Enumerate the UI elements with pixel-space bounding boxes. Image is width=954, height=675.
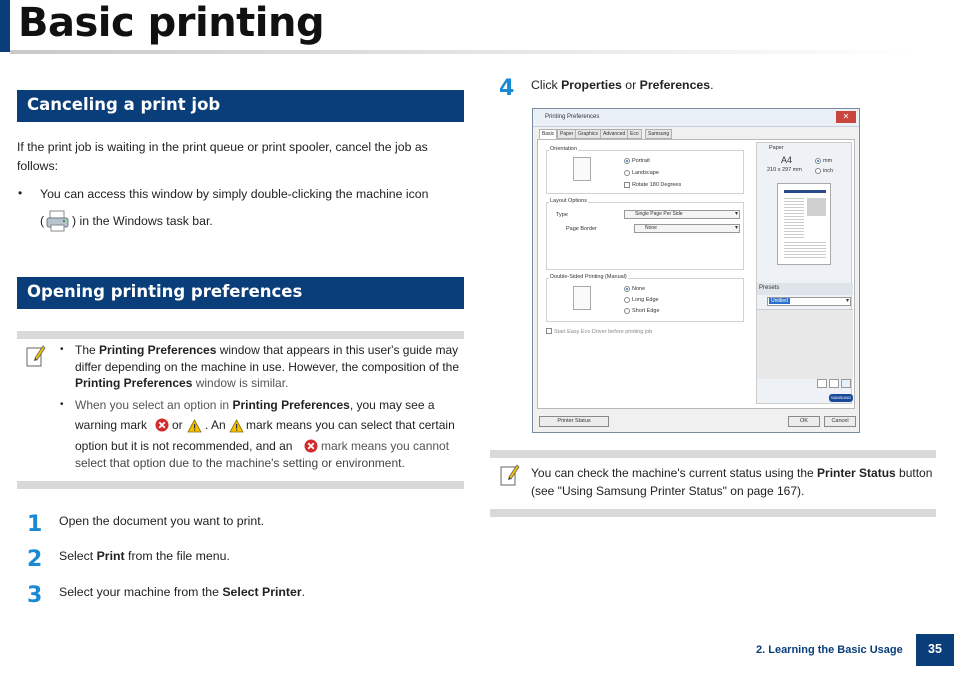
note1-b1-mid: window that appears in this user's guide may differ depending on the machine in use. However, the composition of the: [75, 343, 460, 374]
note1-bullet2-line1: [75, 397, 465, 414]
unit-mm-label: mm: [823, 158, 833, 164]
note1-b2-select-text: mark means you can select that certain: [246, 418, 455, 432]
paper-size-label: A4: [781, 155, 793, 165]
note-pencil-icon: [500, 463, 520, 492]
preset-new-icon[interactable]: [817, 379, 827, 388]
step-3-post: .: [301, 585, 306, 599]
note1-bullet1: [75, 342, 465, 392]
step-2-pre: Select: [59, 549, 97, 563]
presets-value: Untitled: [771, 298, 788, 304]
step-1-number: 1: [27, 512, 43, 537]
note2-line2: (see "Using Samsung Printer Status" on page 167).: [531, 484, 805, 498]
cancel-button[interactable]: Cancel: [824, 416, 856, 427]
landscape-label: Landscape: [632, 170, 659, 176]
step-4-pre: Click: [531, 78, 562, 92]
note1-b2-bold: Printing Preferences: [232, 398, 350, 412]
dialog-title-bar: [533, 109, 859, 127]
warning-triangle-icon: [187, 419, 202, 438]
warning-triangle-icon: [229, 419, 244, 438]
tab-basic[interactable]: Basic: [539, 129, 557, 139]
portrait-page-icon: [573, 157, 591, 181]
step-4-bold: Properties: [561, 78, 622, 92]
rotate-label: Rotate 180 Degrees: [632, 182, 682, 188]
printer-status-button[interactable]: Printer Status: [539, 416, 609, 427]
note1-b2-an: . An: [205, 418, 226, 432]
step-4-number: 4: [499, 76, 515, 101]
unit-inch-radio[interactable]: [815, 168, 821, 174]
presets-list: [757, 309, 853, 379]
note1-b1-pre: The: [75, 343, 100, 357]
page-title: Basic printing: [18, 0, 325, 46]
note2-line1: [531, 464, 941, 482]
step-3-bold: Select Printer: [222, 585, 302, 599]
footer-chapter: 2. Learning the Basic Usage: [756, 644, 903, 656]
presets-label: Presets: [759, 285, 780, 291]
portrait-label: Portrait: [632, 158, 650, 164]
printer-tray-icon: [45, 209, 71, 233]
note1-b2-warning-text: warning mark: [75, 418, 148, 432]
note1-b1-bold2: Printing Preferences: [75, 376, 193, 390]
paper-preview-page: [777, 183, 831, 265]
dialog-title: Printing Preferences: [545, 114, 600, 120]
step-4-mid: or: [621, 78, 640, 92]
note1-b1-bold: Printing Preferences: [99, 343, 217, 357]
preview-header-line: [784, 190, 826, 193]
duplex-long-label: Long Edge: [632, 297, 659, 303]
step-1-pre: Open the document you want to print.: [59, 514, 265, 528]
page-border-label: Page Border: [566, 226, 597, 232]
type-dropdown[interactable]: Single Page Per Side ▾: [624, 210, 740, 219]
duplex-page-icon: [573, 286, 591, 310]
duplex-short-label: Short Edge: [632, 308, 660, 314]
rotate-checkbox[interactable]: [624, 182, 630, 188]
duplex-none-radio[interactable]: [624, 286, 630, 292]
tab-advanced[interactable]: Advanced: [600, 129, 628, 139]
preview-footer-text: [784, 242, 826, 260]
step-2-post: from the file menu.: [124, 549, 230, 563]
error-x-icon: [155, 418, 169, 437]
dialog-body: [537, 139, 855, 409]
cancel-bullet-line1: You can access this window by simply double-clicking the machine icon: [40, 187, 429, 201]
note1-b2-pre: When you select an option in: [75, 398, 233, 412]
tab-samsung[interactable]: Samsung: [645, 129, 672, 139]
step-4-post: .: [710, 78, 714, 92]
note1-bullet2-mark: •: [60, 399, 64, 410]
cancel-paragraph: If the print job is waiting in the print queue or print spooler, cancel the job as follows:: [17, 140, 428, 173]
chevron-down-icon: ▾: [845, 298, 849, 304]
preview-image-block: [807, 198, 826, 216]
cancel-bullet-line2-pre: (: [40, 214, 45, 228]
close-icon[interactable]: ✕: [836, 111, 856, 123]
landscape-radio[interactable]: [624, 170, 630, 176]
note-pencil-icon: [26, 344, 46, 373]
page-number: 35: [916, 634, 954, 666]
bullet-mark: •: [18, 186, 23, 200]
paper-dims-label: 210 x 297 mm: [767, 167, 802, 173]
layout-label: Layout Options: [550, 198, 587, 204]
step-2-number: 2: [27, 547, 43, 572]
type-label: Type: [556, 212, 568, 218]
preset-save-icon[interactable]: [829, 379, 839, 388]
samsung-logo: SAMSUNG: [830, 395, 852, 400]
note1-b2-line3-a: option but it is not recommended, and an: [75, 439, 293, 453]
cancel-bullet-line2-post: ) in the Windows task bar.: [72, 214, 213, 228]
unit-inch-label: inch: [823, 168, 834, 174]
step-4-text: [531, 78, 714, 92]
paper-tab-label: Paper: [769, 145, 784, 151]
note1-b2-or: or: [172, 418, 183, 432]
step-3-text: [59, 585, 305, 599]
preset-delete-icon[interactable]: [841, 379, 851, 388]
section-heading-prefs: Opening printing preferences: [17, 277, 464, 309]
title-divider: [10, 50, 915, 54]
note1-b2-l1-post: , you may see a: [349, 398, 435, 412]
printing-preferences-dialog: [532, 108, 860, 433]
eco-label: Start Easy Eco Driver before printing job: [554, 329, 653, 335]
step-3-number: 3: [27, 583, 43, 608]
presets-dropdown[interactable]: [767, 297, 851, 306]
tab-eco[interactable]: Eco: [627, 129, 642, 139]
step-2-bold: Print: [96, 549, 125, 563]
step-2-text: [59, 549, 230, 563]
eco-checkbox[interactable]: [546, 328, 552, 334]
duplex-label: Double-Sided Printing (Manual): [550, 274, 627, 280]
unit-mm-radio[interactable]: [815, 158, 821, 164]
section-heading-cancel: Canceling a print job: [17, 90, 464, 122]
note1-b2-line4: select that option due to the machine's setting or environment.: [75, 456, 405, 470]
portrait-radio[interactable]: [624, 158, 630, 164]
step-4-bold2: Preferences: [639, 78, 711, 92]
preview-text-block: [784, 198, 804, 238]
note2-bold: Printer Status: [817, 466, 896, 480]
tab-paper[interactable]: Paper: [557, 129, 576, 139]
title-accent-bar: [0, 0, 10, 52]
ok-button[interactable]: OK: [788, 416, 820, 427]
orientation-label: Orientation: [550, 146, 577, 152]
note1-b2-line3-b: mark means you cannot: [321, 439, 450, 453]
step-1-text: [59, 514, 264, 528]
duplex-none-label: None: [632, 286, 646, 292]
note2-post: button: [895, 466, 933, 480]
note2-pre: You can check the machine's current status using the: [531, 466, 818, 480]
paper-preview-panel: [756, 142, 852, 404]
page-border-dropdown[interactable]: None ▾: [634, 224, 740, 233]
duplex-short-radio[interactable]: [624, 308, 630, 314]
note1-b1-post: window is similar.: [192, 376, 289, 390]
duplex-long-radio[interactable]: [624, 297, 630, 303]
tab-graphics[interactable]: Graphics: [575, 129, 601, 139]
note1-bullet1-mark: •: [60, 344, 64, 355]
step-3-pre: Select your machine from the: [59, 585, 223, 599]
